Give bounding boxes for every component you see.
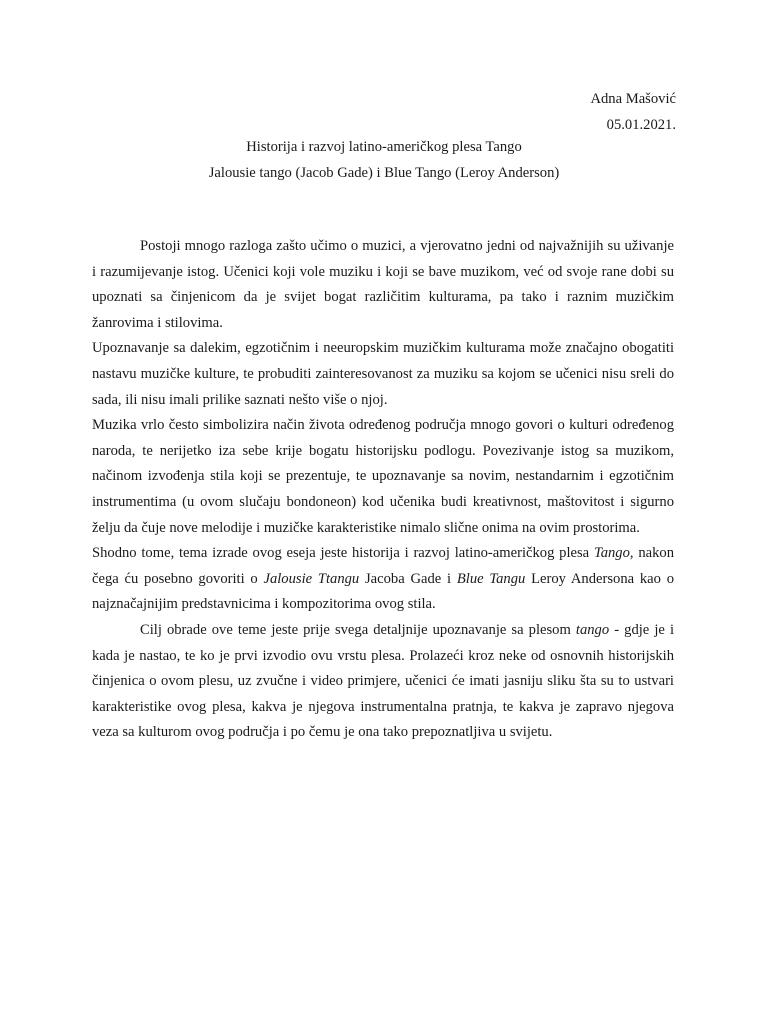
- paragraph-5: [92, 618, 674, 746]
- paragraph-1: Postoji mnogo razloga zašto učimo o muzici, a vjerovatno jedni od najvažnijih su uživanje i razumijevanje istog. Učenici koji vole muziku i koji se bave muzikom, već od svoje rane dobi su upoznati sa činjenicom da je svijet bogat različitim kulturama, pa tako i raznim muzičkim žanrovima i stilovima.: [92, 238, 674, 331]
- paragraph-4: [92, 541, 674, 618]
- paragraph-5-text-a: Cilj obrade ove teme jeste prije svega detaljnije upoznavanje sa plesom: [140, 621, 576, 638]
- author-name: Adna Mašović: [590, 91, 676, 107]
- paragraph-4-text-a: Shodno tome, tema izrade ovog eseja jeste historija i razvoj latino-američkog plesa: [92, 545, 594, 562]
- title-block: [0, 134, 768, 186]
- document-date: 05.01.2021.: [606, 117, 676, 133]
- paragraph-5-italic-tango: tango: [575, 621, 610, 638]
- paragraph-4-italic-tango: Tango: [593, 545, 630, 562]
- paragraph-4-text-e: Jacoba Gade i: [359, 570, 457, 587]
- paragraph-4-italic-jalousie: Jalousie Ttangu: [263, 570, 360, 587]
- paragraph-4-text-c: , nakon čega ću posebno govoriti o: [92, 545, 675, 587]
- paragraph-4-text-g: Leroy Andersona kao o najznačajnijim predstavnicima i kompozitorima ovog stila.: [92, 570, 674, 613]
- paragraph-3: Muzika vrlo često simbolizira način života određenog područja mnogo govori o kulturi određenog naroda, te nerijetko iza sebe krije bogatu historijsku podlogu. Povezivanje istog sa muzikom, načinom izvođenja stila koji se prezentuje, te upoznavanje sa novim, nestandarnim i egzotičnim instrumentima (u ovom slučaju bondoneon) kod učenika budi kreativnost, maštovitost i sigurno želju da čuje nove melodije i muzičke karakteristike nimalo slične onima na ovim prostorima.: [92, 417, 674, 536]
- document-subtitle: Jalousie tango (Jacob Gade) i Blue Tango (Leroy Anderson): [208, 165, 560, 181]
- document-title: Historija i razvoj latino-američkog plesa Tango: [246, 139, 522, 155]
- paragraph-5-text-c: - gdje je i kada je nastao, te ko je prvi izvodio ovu vrstu plesa. Prolazeći kroz neke od osnovnih historijskih činjenica o ovom plesu, uz zvučne i video primjere, učenici će imati jasniju sliku šta su to ustvari karakteristike ovog plesa, kakva je njegova instrumentalna pratnja, te kakva je zapravo njegova veza sa kulturom ovog područja i po čemu je ona tako prepoznatljiva u svijetu.: [92, 621, 674, 741]
- essay-body: [92, 234, 674, 746]
- header-block: [590, 86, 676, 138]
- paragraph-2: Upoznavanje sa dalekim, egzotičnim i neeuropskim muzičkim kulturama može značajno obogatiti nastavu muzičke kulture, te probuditi zainteresovanost za muziku sa kojom se učenici nisu sreli do sada, ili nisu imali prilike saznati nešto više o njoj.: [92, 340, 674, 408]
- paragraph-4-italic-blue-tango: Blue Tangu: [456, 570, 526, 587]
